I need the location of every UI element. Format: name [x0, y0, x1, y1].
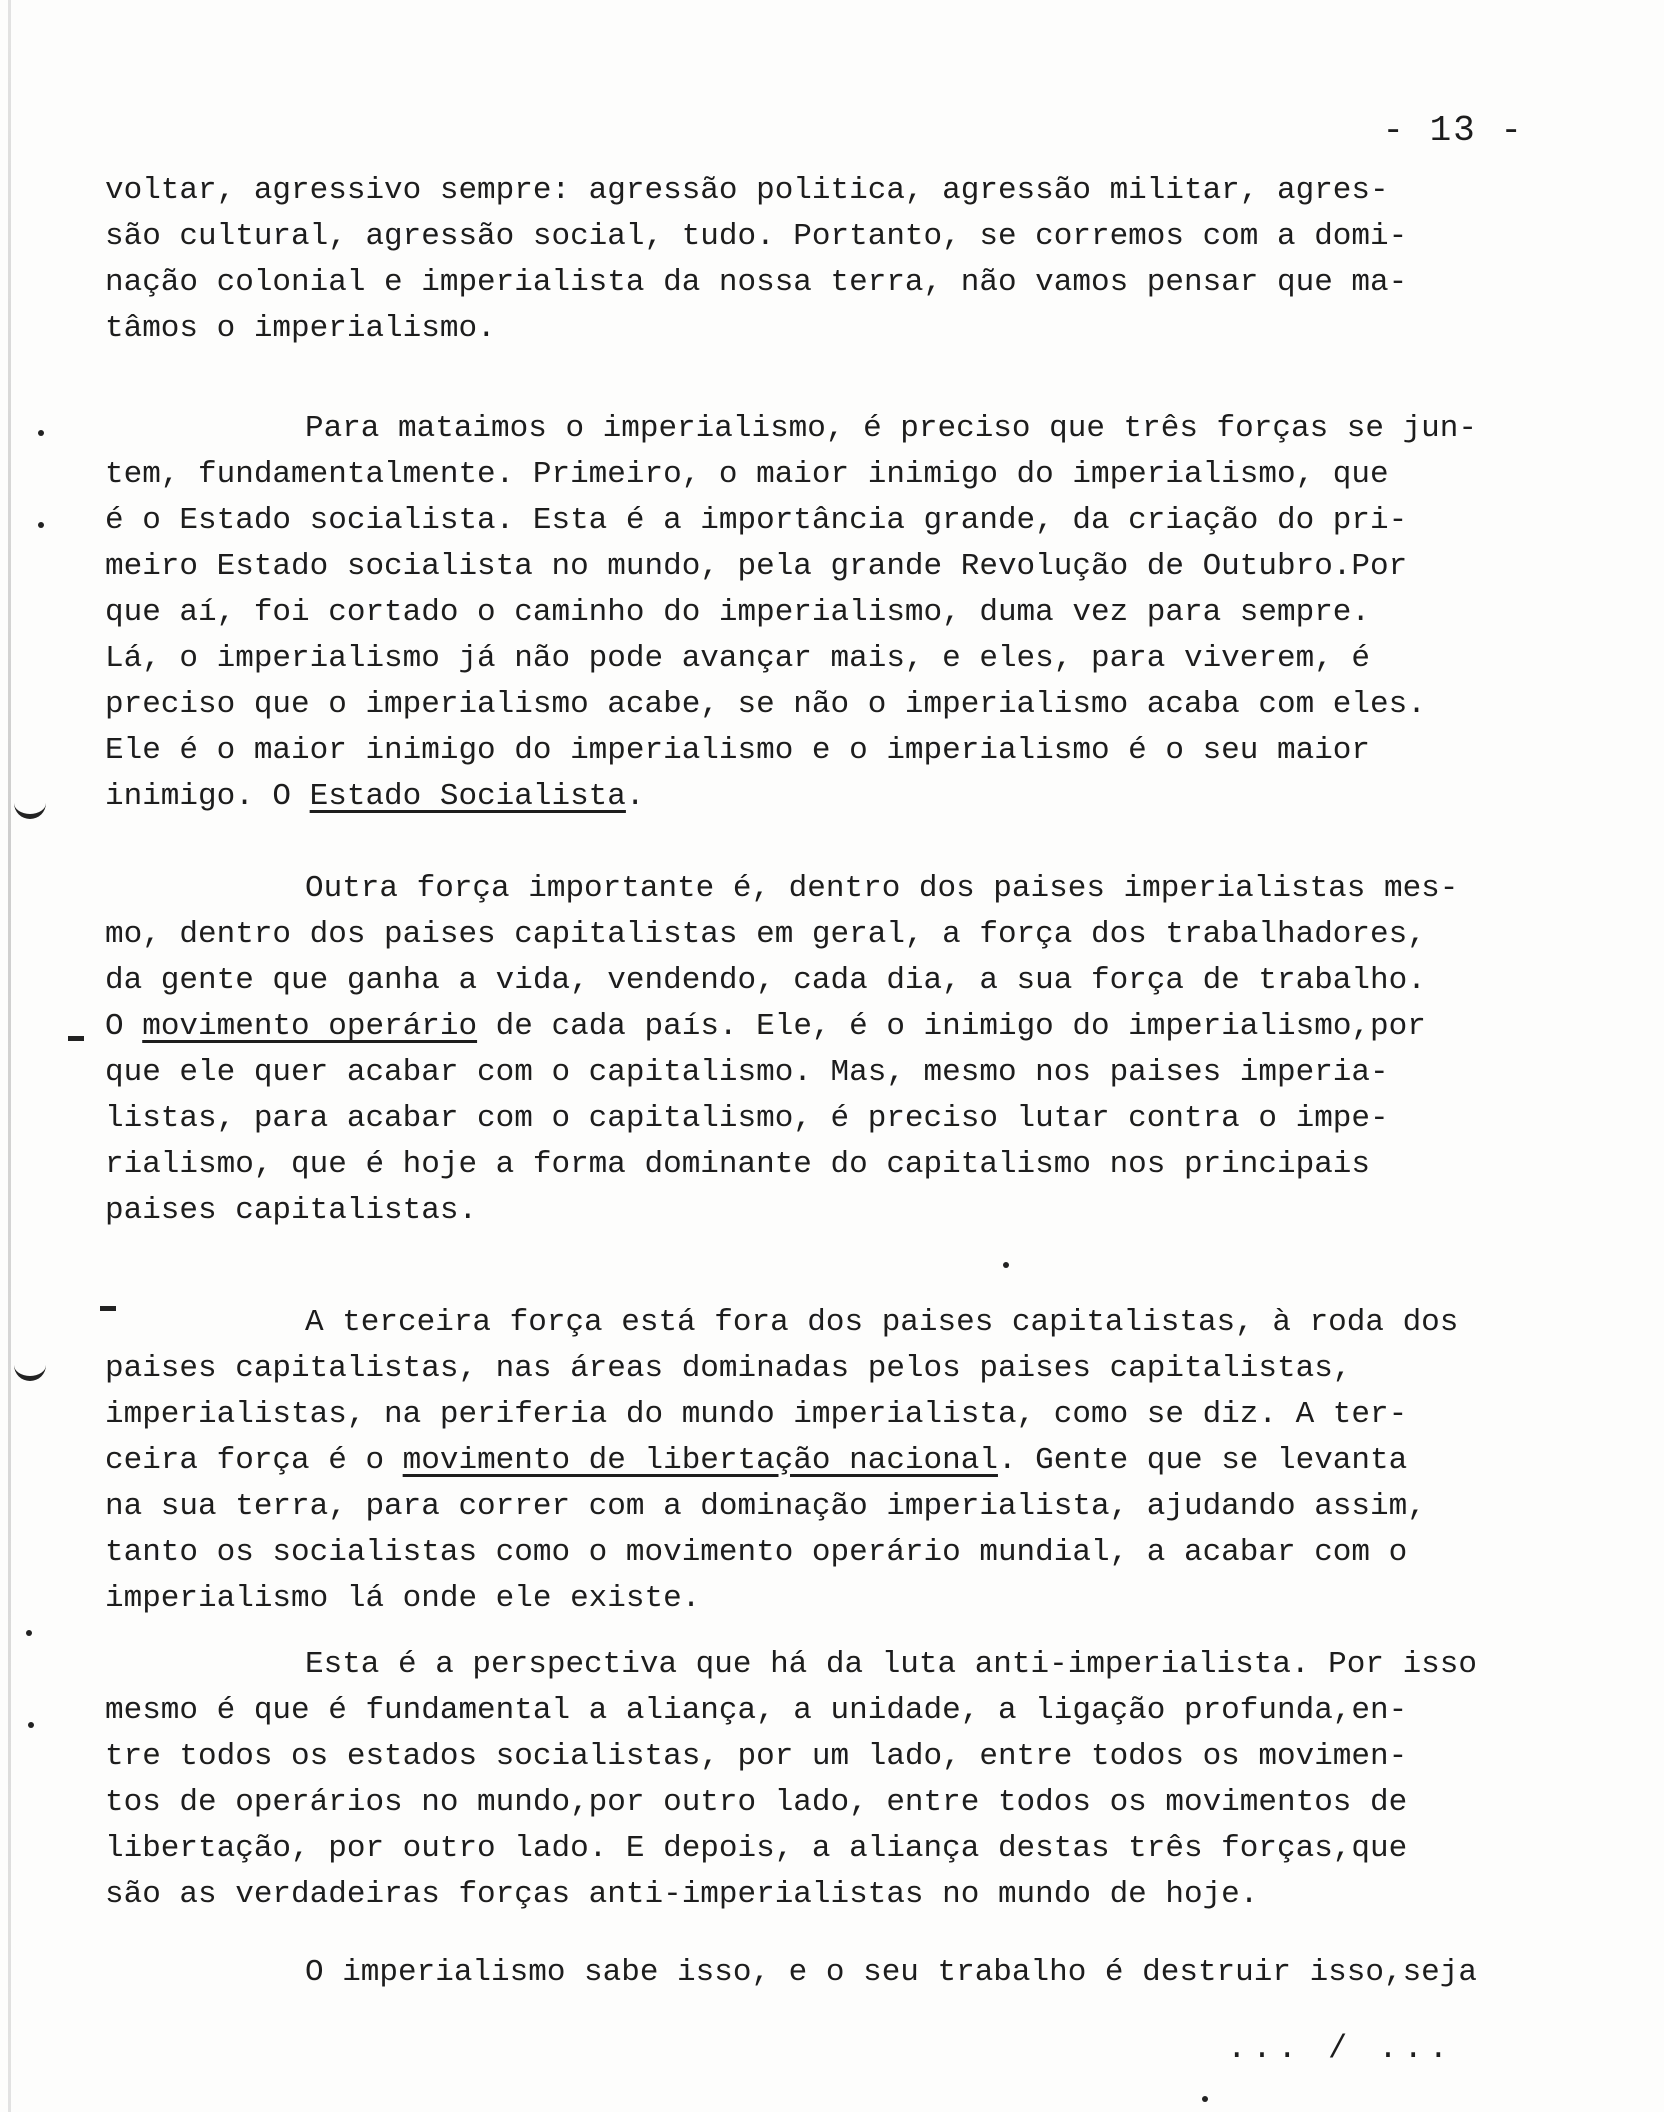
margin-dot [26, 1630, 32, 1636]
paragraph-3 [105, 866, 1585, 1234]
margin-dot [38, 430, 44, 436]
text-line: Esta é a perspectiva que há da luta anti-imperialista. Por isso [305, 1647, 1477, 1682]
text-line: Outra força importante é, dentro dos paises imperialistas mes- [305, 871, 1459, 906]
text-line: preciso que o imperialismo acabe, se não o imperialismo acaba com eles. [105, 687, 1426, 722]
text-line: nação colonial e imperialista da nossa terra, não vamos pensar que ma- [105, 265, 1408, 300]
page-number: - 13 - [1382, 110, 1524, 151]
text-line: listas, para acabar com o capitalismo, é preciso lutar contra o impe- [105, 1101, 1389, 1136]
text-line: tâmos o imperialismo. [105, 311, 496, 346]
margin-dash [68, 1036, 84, 1041]
text-line: tos de operários no mundo,por outro lado, entre todos os movimentos de [105, 1785, 1408, 1820]
text-line: voltar, agressivo sempre: agressão politica, agressão militar, agres- [105, 173, 1389, 208]
text-line [105, 1438, 1585, 1484]
underlined-term: movimento operário [142, 1009, 478, 1044]
paragraph-2 [105, 406, 1585, 820]
text-fragment: . Gente que se levanta [997, 1443, 1408, 1478]
text-fragment: . [625, 779, 645, 814]
text-line: A terceira força está fora dos paises capitalistas, à roda dos [305, 1305, 1459, 1340]
text-line [105, 774, 1585, 820]
text-line: Para mataimos o imperialismo, é preciso que três forças se jun- [305, 411, 1477, 446]
text-line: tem, fundamentalmente. Primeiro, o maior inimigo do imperialismo, que [105, 457, 1389, 492]
paragraph-6 [105, 1950, 1585, 1996]
text-line: que aí, foi cortado o caminho do imperialismo, duma vez para sempre. [105, 595, 1371, 630]
text-line: Ele é o maior inimigo do imperialismo e o imperialismo é o seu maior [105, 733, 1371, 768]
text-line: libertação, por outro lado. E depois, a aliança destas três forças,que [105, 1831, 1408, 1866]
text-fragment: de cada país. Ele, é o inimigo do imperialismo,por [477, 1009, 1426, 1044]
paragraph-1 [105, 168, 1585, 352]
text-fragment: ceira força é o [105, 1443, 403, 1478]
text-line: imperialistas, na periferia do mundo imperialista, como se diz. A ter- [105, 1397, 1408, 1432]
margin-dot [1202, 2096, 1208, 2102]
text-line: mo, dentro dos paises capitalistas em geral, a força dos trabalhadores, [105, 917, 1426, 952]
text-line: é o Estado socialista. Esta é a importância grande, da criação do pri- [105, 503, 1408, 538]
margin-dash [100, 1306, 116, 1311]
text-line: na sua terra, para correr com a dominação imperialista, ajudando assim, [105, 1489, 1426, 1524]
continuation-mark: ... / ... [1227, 2030, 1454, 2067]
text-line: são cultural, agressão social, tudo. Portanto, se corremos com a domi- [105, 219, 1408, 254]
text-fragment: inimigo. O [105, 779, 310, 814]
underlined-term: Estado Socialista [309, 779, 626, 814]
text-line [105, 1004, 1585, 1050]
margin-dot [28, 1722, 34, 1728]
margin-dot [1003, 1262, 1009, 1268]
margin-dot [38, 522, 44, 528]
text-line: rialismo, que é hoje a forma dominante do capitalismo nos principais [105, 1147, 1371, 1182]
text-line: são as verdadeiras forças anti-imperialistas no mundo de hoje. [105, 1877, 1259, 1912]
margin-bracket [14, 1362, 46, 1381]
text-line: imperialismo lá onde ele existe. [105, 1581, 701, 1616]
text-line: meiro Estado socialista no mundo, pela grande Revolução de Outubro.Por [105, 549, 1408, 584]
text-fragment: O [105, 1009, 143, 1044]
text-line: mesmo é que é fundamental a aliança, a unidade, a ligação profunda,en- [105, 1693, 1408, 1728]
text-line: tre todos os estados socialistas, por um lado, entre todos os movimen- [105, 1739, 1408, 1774]
text-line: tanto os socialistas como o movimento operário mundial, a acabar com o [105, 1535, 1408, 1570]
text-line: Lá, o imperialismo já não pode avançar mais, e eles, para viverem, é [105, 641, 1371, 676]
text-line: da gente que ganha a vida, vendendo, cada dia, a sua força de trabalho. [105, 963, 1426, 998]
page-edge-shadow [8, 0, 11, 2112]
text-line: paises capitalistas. [105, 1193, 478, 1228]
text-line: paises capitalistas, nas áreas dominadas pelos paises capitalistas, [105, 1351, 1352, 1386]
underlined-term: movimento de libertação nacional [402, 1443, 998, 1478]
paragraph-4 [105, 1300, 1585, 1622]
paragraph-5 [105, 1642, 1585, 1918]
text-line: O imperialismo sabe isso, e o seu trabalho é destruir isso,seja [305, 1955, 1477, 1990]
text-line: que ele quer acabar com o capitalismo. Mas, mesmo nos paises imperia- [105, 1055, 1389, 1090]
margin-bracket [14, 800, 46, 819]
